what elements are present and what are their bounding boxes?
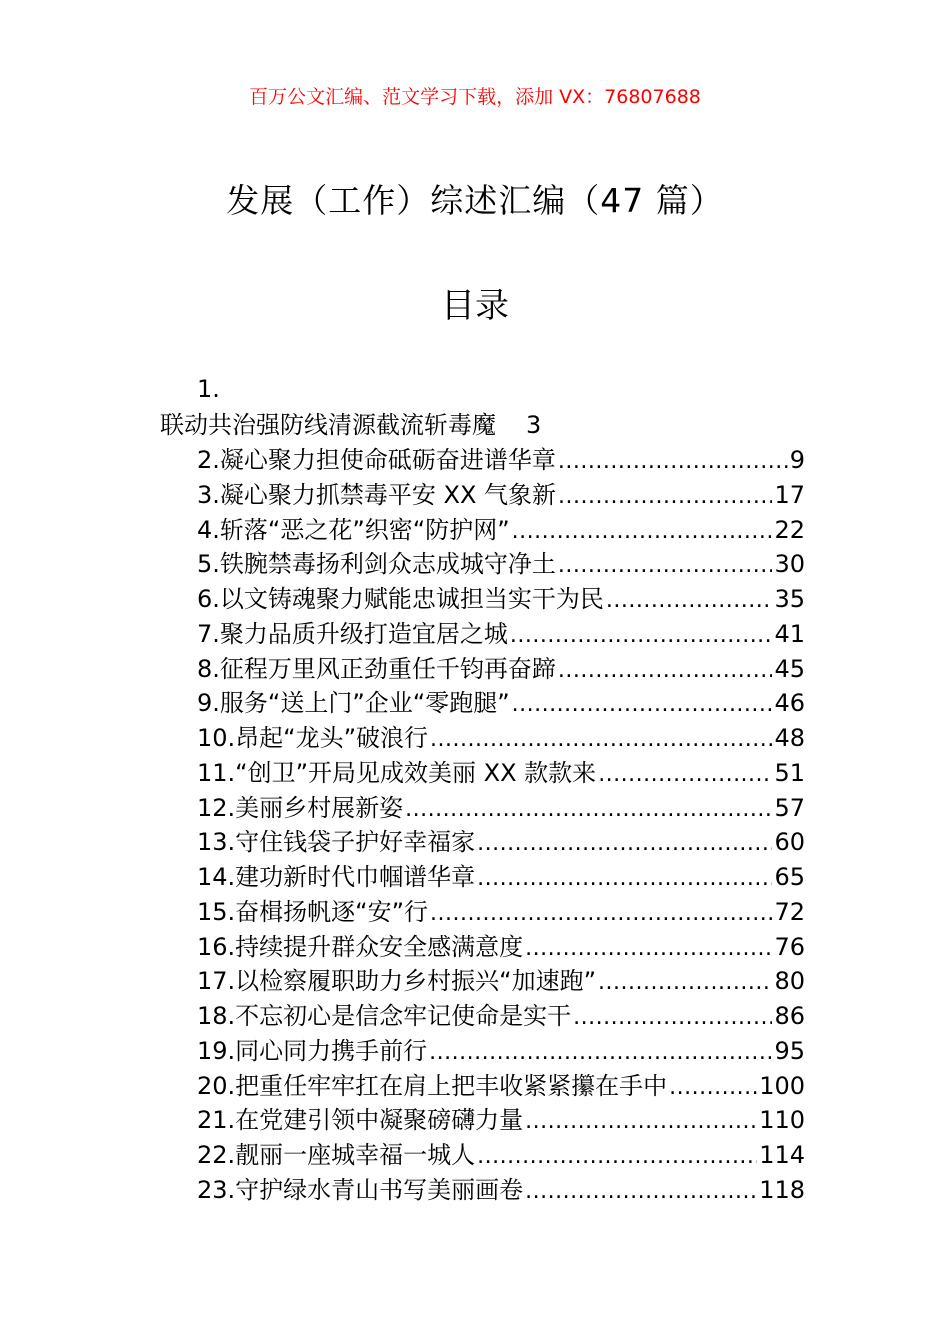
- toc-item-label: 23.守护绿水青山书写美丽画卷: [197, 1175, 524, 1204]
- toc-item-label: 17.以检察履职助力乡村振兴“加速跑”: [197, 967, 597, 996]
- toc-item-label: 9.服务“送上门”企业“零跑腿”: [197, 689, 510, 718]
- toc-item-label: 3.凝心聚力抓禁毒平安 XX 气象新: [197, 480, 557, 509]
- toc-item-page: 86: [774, 1002, 805, 1030]
- toc-item[interactable]: [197, 999, 805, 1034]
- document-title: 发展（工作）综述汇编（47 篇）: [226, 181, 724, 220]
- toc-item[interactable]: [197, 652, 805, 687]
- toc-item-page: 114: [759, 1141, 805, 1169]
- toc-item-label: 11.“创卫”开局见成效美丽 XX 款款来: [197, 758, 597, 787]
- toc-item-page: 45: [774, 654, 805, 683]
- toc-leader-dots: [525, 1175, 757, 1210]
- toc-item-label: 19.同心同力携手前行: [197, 1036, 428, 1065]
- toc-item-page: 30: [774, 550, 805, 579]
- toc-item[interactable]: [197, 791, 805, 826]
- toc-item-page: 72: [774, 897, 805, 926]
- toc-item-page: 41: [774, 619, 805, 648]
- toc-leader-dots: [512, 688, 773, 723]
- toc-leader-dots: [405, 793, 772, 828]
- toc-leader-dots: [573, 1001, 772, 1036]
- toc-leader-dots: [477, 862, 772, 897]
- toc-item-page: 22: [774, 515, 805, 544]
- toc-leader-dots: [477, 827, 772, 862]
- toc-item-page: 48: [774, 724, 805, 752]
- toc-item[interactable]: [197, 860, 805, 895]
- toc-leader-dots: [558, 480, 772, 515]
- toc-item[interactable]: [197, 478, 805, 513]
- toc-leader-dots: [512, 515, 773, 550]
- toc-item[interactable]: [197, 513, 805, 548]
- toc-first-page: 3: [526, 411, 542, 439]
- toc-leader-dots: [558, 654, 773, 689]
- toc-first-number: 1.: [197, 375, 220, 403]
- toc-item-label: 22.靓丽一座城幸福一城人: [197, 1141, 476, 1169]
- toc-first-title: 联动共治强防线清源截流斩毒魔: [160, 411, 496, 439]
- header-note: 百万公文汇编、范文学习下载，添加 VX：76807688: [249, 86, 701, 108]
- toc-item-page: 46: [774, 689, 805, 718]
- toc-item[interactable]: [197, 1034, 805, 1069]
- toc-leader-dots: [669, 1071, 757, 1106]
- toc-item-page: 60: [774, 828, 805, 857]
- toc-item[interactable]: [197, 547, 805, 582]
- toc-item-label: 4.斩落“恶之花”织密“防护网”: [197, 515, 510, 544]
- toc-first-entry[interactable]: [160, 408, 541, 442]
- toc-item[interactable]: [197, 1173, 805, 1208]
- toc-item-label: 7.聚力品质升级打造宜居之城: [197, 619, 508, 648]
- toc-item[interactable]: [197, 617, 805, 652]
- toc-item[interactable]: [197, 756, 805, 791]
- toc-leader-dots: [525, 932, 772, 967]
- toc-leader-dots: [598, 758, 772, 793]
- toc-item-label: 13.守住钱袋子护好幸福家: [197, 828, 476, 857]
- toc-item-label: 15.奋楫扬帆逐“安”行: [197, 897, 429, 926]
- toc-leader-dots: [430, 723, 772, 758]
- toc-item-page: 9: [789, 446, 805, 474]
- toc-leader-dots: [525, 1105, 757, 1140]
- toc-item[interactable]: [197, 825, 805, 860]
- toc-item-page: 17: [774, 480, 805, 509]
- toc-leader-dots: [558, 549, 773, 584]
- toc-item-label: 14.建功新时代巾帼谱华章: [197, 863, 476, 891]
- toc-item-label: 5.铁腕禁毒扬利剑众志成城守净土: [197, 550, 556, 579]
- toc-item-page: 80: [774, 967, 805, 996]
- toc-leader-dots: [606, 584, 773, 619]
- toc-item-label: 18.不忘初心是信念牢记使命是实干: [197, 1002, 572, 1030]
- toc-leader-dots: [558, 445, 788, 480]
- toc-item-page: 35: [774, 585, 805, 613]
- toc-item[interactable]: [197, 1069, 805, 1104]
- toc-item[interactable]: [197, 443, 805, 478]
- toc-item-label: 20.把重任牢牢扛在肩上把丰收紧紧攥在手中: [197, 1071, 668, 1100]
- toc-item-page: 100: [759, 1071, 805, 1100]
- toc-leader-dots: [429, 1036, 772, 1071]
- toc-item-label: 6.以文铸魂聚力赋能忠诚担当实干为民: [197, 585, 604, 613]
- toc-item-label: 16.持续提升群众安全感满意度: [197, 932, 524, 961]
- toc-item-label: 8.征程万里风正劲重任千钧再奋蹄: [197, 654, 556, 683]
- toc-item-page: 65: [774, 863, 805, 891]
- toc-item-page: 51: [774, 758, 805, 787]
- toc-item-page: 110: [759, 1106, 805, 1135]
- toc-item-page: 118: [759, 1175, 805, 1204]
- toc-heading: 目录: [441, 286, 509, 326]
- toc-item-page: 57: [774, 793, 805, 822]
- toc-item-label: 12.美丽乡村展新姿: [197, 793, 404, 822]
- toc-leader-dots: [510, 619, 773, 654]
- toc-item[interactable]: [197, 1103, 805, 1138]
- toc-item[interactable]: [197, 964, 805, 999]
- toc-item[interactable]: [197, 895, 805, 930]
- toc-item[interactable]: [197, 582, 805, 617]
- toc-list: [197, 443, 805, 1208]
- toc-item[interactable]: [197, 721, 805, 756]
- toc-item[interactable]: [197, 686, 805, 721]
- toc-item-label: 21.在党建引领中凝聚磅礴力量: [197, 1106, 524, 1135]
- toc-item[interactable]: [197, 930, 805, 965]
- toc-item[interactable]: [197, 1138, 805, 1173]
- toc-leader-dots: [477, 1140, 757, 1175]
- toc-leader-dots: [430, 897, 772, 932]
- toc-leader-dots: [598, 966, 772, 1001]
- toc-item-page: 76: [774, 932, 805, 961]
- toc-item-label: 2.凝心聚力担使命砥砺奋进谱华章: [197, 446, 556, 474]
- toc-item-label: 10.昂起“龙头”破浪行: [197, 724, 429, 752]
- toc-item-page: 95: [774, 1036, 805, 1065]
